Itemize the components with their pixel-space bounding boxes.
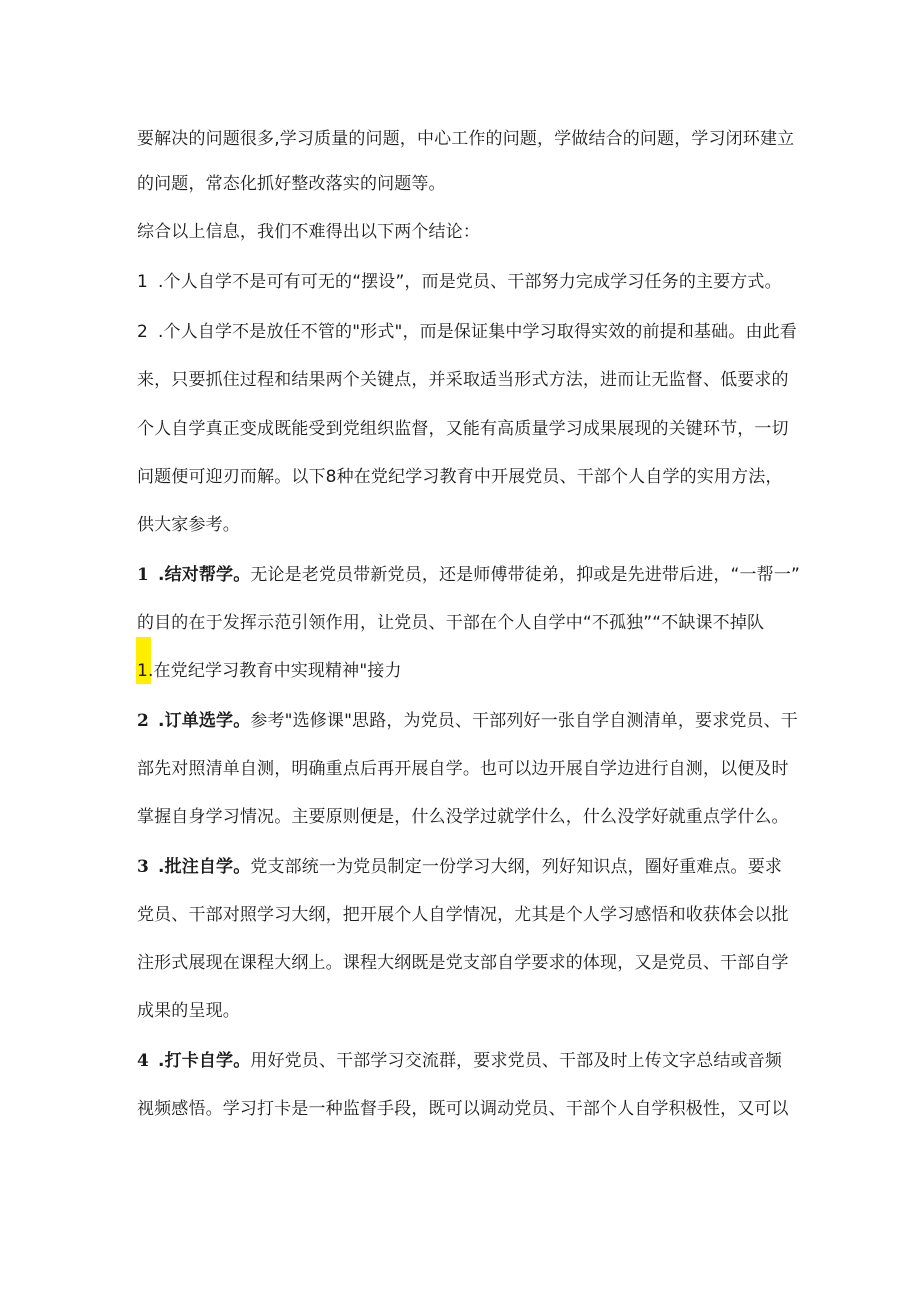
method-2-line-2: 部先对照清单自测，明确重点后再开展自学。也可以边开展自学边进行自测，以便及时 xyxy=(137,759,789,779)
intro-line-1: 要解决的问题很多,学习质量的问题，中心工作的问题，学做结合的问题，学习闭环建立 xyxy=(137,129,795,149)
method-3-text-1: 党支部统一为党员制定一份学习大纲，列好知识点，圈好重难点。要求 xyxy=(250,857,783,877)
conclusion-2-line-1 xyxy=(137,321,797,343)
method-2-line-3: 掌握自身学习情况。主要原则便是，什么没学过就学什么，什么没学好就重点学什么。 xyxy=(137,807,789,827)
intro-line-2: 的问题，常态化抓好整改落实的问题等。 xyxy=(137,174,446,194)
conclusion-2-line-3: 个人自学真正变成既能受到党组织监督，又能有高质量学习成果展现的关键环节，一切 xyxy=(137,419,789,439)
method-4-text-1: 用好党员、干部学习交流群，要求党员、干部及时上传文字总结或音频 xyxy=(250,1051,783,1071)
method-1-line-2: 的目的在于发挥示范引领作用，让党员、干部在个人自学中“不孤独”“不缺课不掉队 xyxy=(137,613,765,633)
method-4-number: 4 xyxy=(137,1051,149,1071)
method-2-title: .订单选学。 xyxy=(158,711,251,731)
method-2-text-1: 参考"选修课"思路，为党员、干部列好一张自学自测清单，要求党员、干 xyxy=(250,711,798,731)
conclusion-2-line-5: 供大家参考。 xyxy=(137,515,240,535)
conclusion-2-number: 2 xyxy=(137,322,148,342)
method-1-number: 1 xyxy=(137,565,149,585)
method-1-text-1: 无论是老党员带新党员，还是师傅带徒弟，抑或是先进带后进，“一帮一” xyxy=(250,565,800,585)
conclusion-2-line-2: 来，只要抓住过程和结果两个关键点，并采取适当形式方法，进而让无监督、低要求的 xyxy=(137,370,789,390)
conclusion-1 xyxy=(137,271,787,293)
conclusion-1-text: .个人自学不是可有可无的“摆设”，而是党员、干部努力完成学习任务的主要方式。 xyxy=(158,272,782,292)
method-1-text-3: 在党纪学习教育中实现精神"接力 xyxy=(153,661,402,681)
method-4-line-2: 视频感悟。学习打卡是一种监督手段，既可以调动党员、干部个人自学积极性，又可以 xyxy=(137,1099,789,1119)
method-2-line-1 xyxy=(137,710,798,732)
method-3-line-3: 注形式展现在课程大纲上。课程大纲既是党支部自学要求的体现，又是党员、干部自学 xyxy=(137,953,789,973)
method-3-title: .批注自学。 xyxy=(158,857,251,877)
method-3-line-1 xyxy=(137,856,787,878)
conclusion-2-line-4: 问题便可迎刃而解。以下8种在党纪学习教育中开展党员、干部个人自学的实用方法， xyxy=(137,467,783,487)
method-2-number: 2 xyxy=(137,711,149,731)
method-3-line-2: 党员、干部对照学习大纲，把开展个人自学情况，尤其是个人学习感悟和收获体会以批 xyxy=(137,905,789,925)
method-1-subnumber: 1. xyxy=(137,661,154,681)
method-1-line-1 xyxy=(137,564,800,586)
conclusion-2-text-1: .个人自学不是放任不管的"形式"，而是保证集中学习取得实效的前提和基础。由此看 xyxy=(158,322,797,342)
method-3-number: 3 xyxy=(137,857,149,877)
method-1-title: .结对帮学。 xyxy=(158,565,251,585)
method-4-title: .打卡自学。 xyxy=(158,1051,251,1071)
summary-line: 综合以上信息，我们不难得出以下两个结论： xyxy=(137,222,480,242)
conclusion-1-number: 1 xyxy=(137,272,148,292)
method-1-line-3 xyxy=(137,660,787,682)
method-4-line-1 xyxy=(137,1050,787,1072)
method-3-line-4: 成果的呈现。 xyxy=(137,1001,240,1021)
